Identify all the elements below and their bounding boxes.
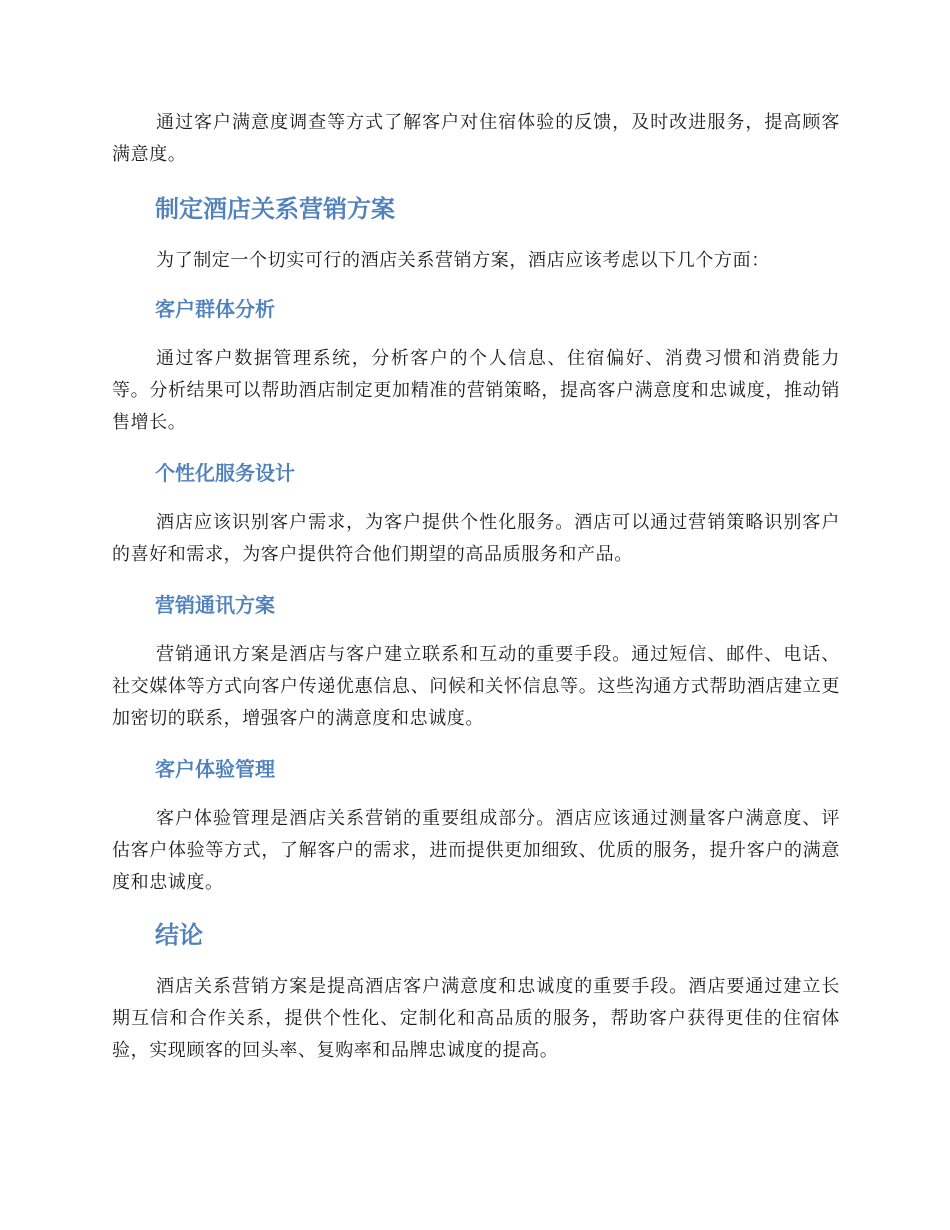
section-conclusion-paragraph: 酒店关系营销方案是提高酒店客户满意度和忠诚度的重要手段。酒店要通过建立长期互信和合作关系，提供个性化、定制化和高品质的服务，帮助客户获得更佳的住宿体验，实现顾客的回头率、复购率和品牌忠诚度的提高。: [112, 976, 840, 1061]
subsection-paragraph-experience-management: 客户体验管理是酒店关系营销的重要组成部分。酒店应该通过测量客户满意度、评估客户体验等方式，了解客户的需求，进而提供更加细致、优质的服务，提升客户的满意度和忠诚度。: [112, 808, 840, 893]
subsection-paragraph-personalized-service: 酒店应该识别客户需求，为客户提供个性化服务。酒店可以通过营销策略识别客户的喜好和需求，为客户提供符合他们期望的高品质服务和产品。: [112, 512, 840, 565]
subsection-heading-customer-analysis: 客户群体分析: [155, 297, 275, 321]
section-plan-paragraph: 为了制定一个切实可行的酒店关系营销方案，酒店应该考虑以下几个方面：: [156, 250, 770, 271]
section-heading-plan: 制定酒店关系营销方案: [155, 195, 395, 223]
section-heading-conclusion: 结论: [155, 921, 203, 949]
subsection-paragraph-customer-analysis: 通过客户数据管理系统，分析客户的个人信息、住宿偏好、消费习惯和消费能力等。分析结果可以帮助酒店制定更加精准的营销策略，提高客户满意度和忠诚度，推动销售增长。: [112, 348, 840, 433]
subsection-paragraph-marketing-communication: 营销通讯方案是酒店与客户建立联系和互动的重要手段。通过短信、邮件、电话、社交媒体等方式向客户传递优惠信息、问候和关怀信息等。这些沟通方式帮助酒店建立更加密切的联系，增强客户的满意度和忠诚度。: [112, 644, 840, 729]
subsection-heading-marketing-communication: 营销通讯方案: [155, 593, 275, 617]
intro-paragraph: 通过客户满意度调查等方式了解客户对住宿体验的反馈，及时改进服务，提高顾客满意度。: [112, 112, 840, 165]
document-page: [112, 107, 840, 1067]
subsection-heading-experience-management: 客户体验管理: [155, 757, 275, 781]
subsection-heading-personalized-service: 个性化服务设计: [155, 461, 295, 485]
